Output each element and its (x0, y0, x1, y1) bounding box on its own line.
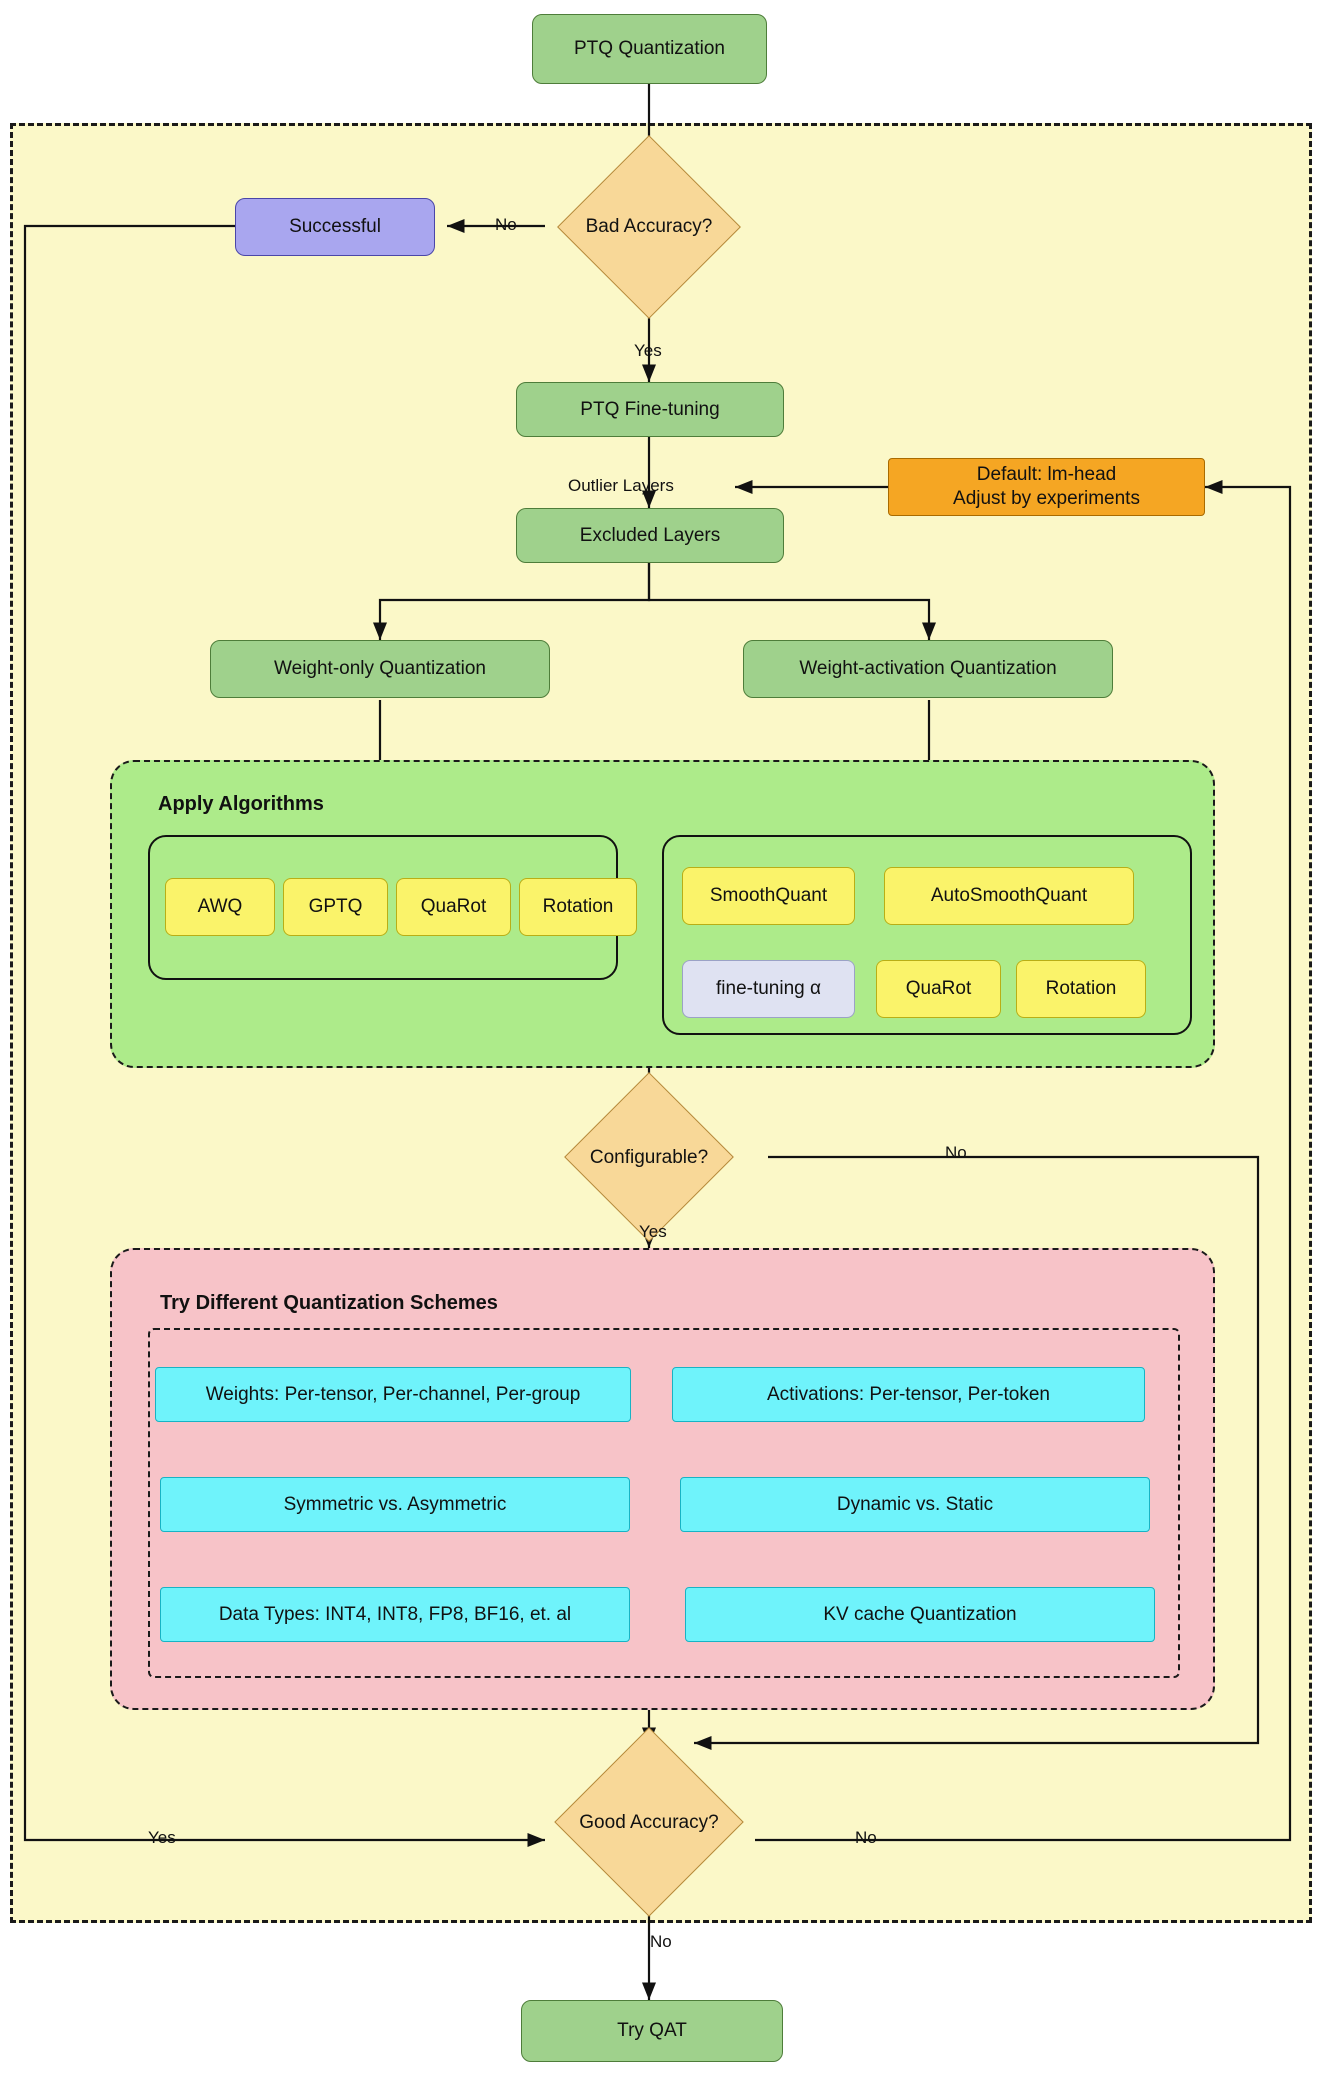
node-weight-only-quantization[interactable] (210, 640, 550, 698)
note-default-lm-head[interactable] (888, 458, 1205, 516)
label-outlier-layers: Outlier Layers (568, 476, 674, 495)
node-ptq-fine-tuning[interactable] (516, 382, 784, 437)
edge-label-bad-accuracy-yes: Yes (634, 341, 662, 360)
decision-bad-accuracy-label: Bad Accuracy? (585, 215, 713, 237)
chip-fine-tuning-alpha[interactable] (682, 960, 855, 1018)
edge-label-good-accuracy-no-right: No (855, 1828, 877, 1847)
edge-label-good-accuracy-yes: Yes (148, 1828, 176, 1847)
chip-quarot-weight-only[interactable] (396, 878, 511, 936)
chip-rotation-wa-label: Rotation (1045, 978, 1117, 1000)
node-ptq-quantization-label: PTQ Quantization (573, 38, 726, 60)
node-ptq-fine-tuning-label: PTQ Fine-tuning (580, 398, 720, 420)
chip-scheme-weights[interactable] (155, 1367, 631, 1422)
chip-autosmoothquant-label: AutoSmoothQuant (930, 885, 1088, 907)
note-default-line1: Default: lm-head (976, 464, 1117, 486)
chip-scheme-kv-cache[interactable] (685, 1587, 1155, 1642)
chip-gptq-label: GPTQ (308, 896, 363, 918)
decision-good-accuracy[interactable] (545, 1745, 753, 1900)
chip-fine-tuning-alpha-label: fine-tuning α (716, 978, 821, 1000)
chip-quarot-weight-activation[interactable] (876, 960, 1001, 1018)
chip-scheme-weights-label: Weights: Per-tensor, Per-channel, Per-group (205, 1383, 581, 1405)
chip-rotation-weight-only[interactable] (519, 878, 637, 936)
chip-scheme-dynamic[interactable] (680, 1477, 1150, 1532)
chip-smoothquant[interactable] (682, 867, 855, 925)
node-try-qat[interactable] (521, 2000, 783, 2062)
chip-scheme-kv-cache-label: KV cache Quantization (823, 1603, 1017, 1625)
chip-awq-label: AWQ (197, 896, 243, 918)
group-schemes-title: Try Different Quantization Schemes (160, 1292, 498, 1314)
chip-smoothquant-label: SmoothQuant (709, 885, 828, 907)
chip-autosmoothquant[interactable] (884, 867, 1134, 925)
node-weight-only-label: Weight-only Quantization (274, 658, 486, 680)
chip-rotation-label: Rotation (542, 896, 614, 918)
edge-label-bad-accuracy-no: No (495, 215, 517, 234)
node-successful[interactable] (235, 198, 435, 256)
chip-scheme-symmetry[interactable] (160, 1477, 630, 1532)
chip-awq[interactable] (165, 878, 275, 936)
edge-label-good-accuracy-no-bottom: No (650, 1932, 672, 1951)
node-try-qat-label: Try QAT (617, 2020, 687, 2042)
chip-scheme-activations-label: Activations: Per-tensor, Per-token (766, 1383, 1050, 1405)
edge-label-configurable-yes: Yes (639, 1222, 667, 1241)
node-successful-label: Successful (289, 216, 381, 238)
chip-gptq[interactable] (283, 878, 388, 936)
decision-configurable[interactable] (545, 1104, 753, 1211)
node-excluded-layers-label: Excluded Layers (579, 524, 721, 546)
chip-scheme-data-types[interactable] (160, 1587, 630, 1642)
chip-scheme-symmetry-label: Symmetric vs. Asymmetric (283, 1493, 507, 1515)
chip-quarot-wa-label: QuaRot (905, 978, 972, 1000)
chip-scheme-activations[interactable] (672, 1367, 1145, 1422)
node-weight-activation-label: Weight-activation Quantization (799, 658, 1057, 680)
chip-quarot-label: QuaRot (420, 896, 487, 918)
decision-configurable-label: Configurable? (589, 1146, 709, 1168)
chip-scheme-data-types-label: Data Types: INT4, INT8, FP8, BF16, et. al (218, 1603, 572, 1625)
group-apply-algorithms-title: Apply Algorithms (158, 793, 324, 815)
decision-bad-accuracy[interactable] (545, 168, 753, 285)
node-excluded-layers[interactable] (516, 508, 784, 563)
node-weight-activation-quantization[interactable] (743, 640, 1113, 698)
note-default-line2: Adjust by experiments (953, 488, 1140, 509)
chip-scheme-dynamic-label: Dynamic vs. Static (836, 1493, 994, 1515)
decision-good-accuracy-label: Good Accuracy? (579, 1811, 719, 1833)
node-ptq-quantization[interactable] (532, 14, 767, 84)
edge-label-configurable-no: No (945, 1143, 967, 1162)
chip-rotation-weight-activation[interactable] (1016, 960, 1146, 1018)
